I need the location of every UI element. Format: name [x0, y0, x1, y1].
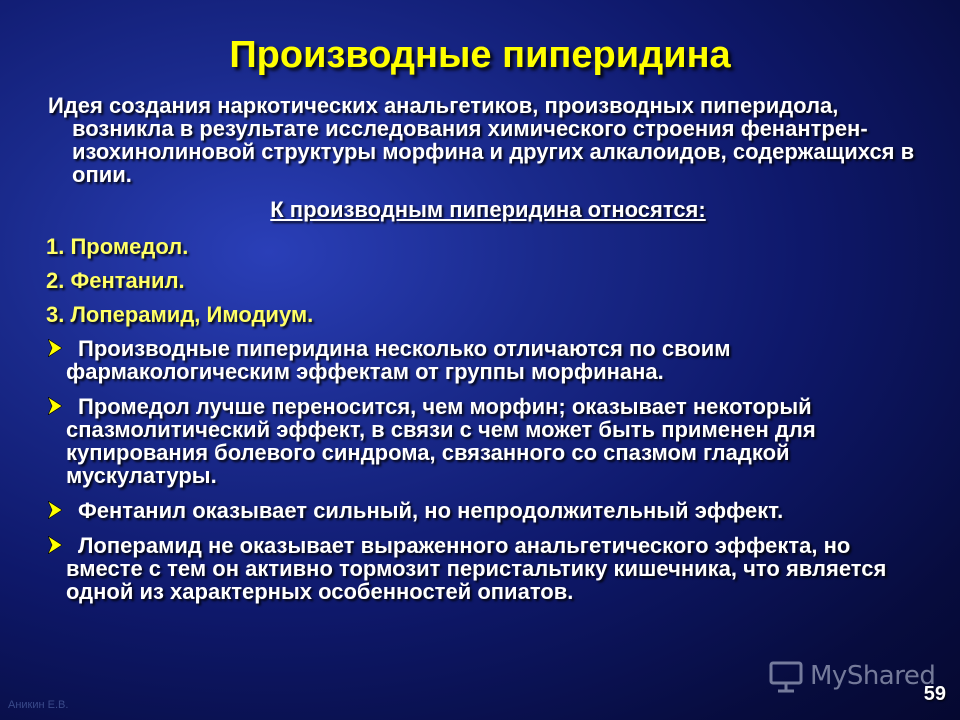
list-item: 1. Промедол.	[46, 234, 189, 259]
bullet-text: Промедол лучше переносится, чем морфин; оказывает некоторый спазмолитический эффект, в связи с чем может быть применен для купирования болевого синдрома, связанного со спазмом гладкой мускулатуры.	[66, 394, 816, 488]
arrow-bullet-icon	[48, 501, 62, 519]
presentation-icon	[768, 658, 804, 694]
list-item: 2. Фентанил.	[46, 268, 185, 293]
arrow-bullet-icon	[48, 536, 62, 554]
author-footer: Аникин Е.В.	[8, 699, 69, 711]
bullet-text: Фентанил оказывает сильный, но непродолжительный эффект.	[78, 498, 784, 523]
bullet-text: Производные пиперидина несколько отличаются по своим фармакологическим эффектам от группы морфинана.	[66, 336, 731, 384]
arrow-bullet-icon	[48, 397, 62, 415]
watermark-text: MyShared	[810, 661, 936, 691]
bullet-item	[48, 395, 928, 487]
bullet-text: Лоперамид не оказывает выраженного анальгетического эффекта, но вместе с тем он активно тормозит перистальтику кишечника, что является одной из характерных особенностей опиатов.	[66, 533, 887, 604]
bullet-item	[48, 337, 928, 383]
watermark-logo	[768, 656, 935, 696]
intro-paragraph: Идея создания наркотических анальгетиков, производных пиперидола, возникла в результате исследования химического строения фенантрен-изохинолиновой структуры морфина и других алкалоидов, содержащихся в опии.	[48, 93, 915, 187]
slide-title: Производные пиперидина	[229, 34, 731, 76]
arrow-bullet-icon	[48, 339, 62, 357]
list-item: 3. Лоперамид, Имодиум.	[46, 302, 314, 327]
bullet-item	[48, 499, 928, 522]
slide-content	[48, 94, 928, 603]
page-number: 59	[923, 683, 946, 705]
subheading: К производным пиперидина относятся:	[270, 197, 706, 222]
bullet-item	[48, 534, 928, 603]
